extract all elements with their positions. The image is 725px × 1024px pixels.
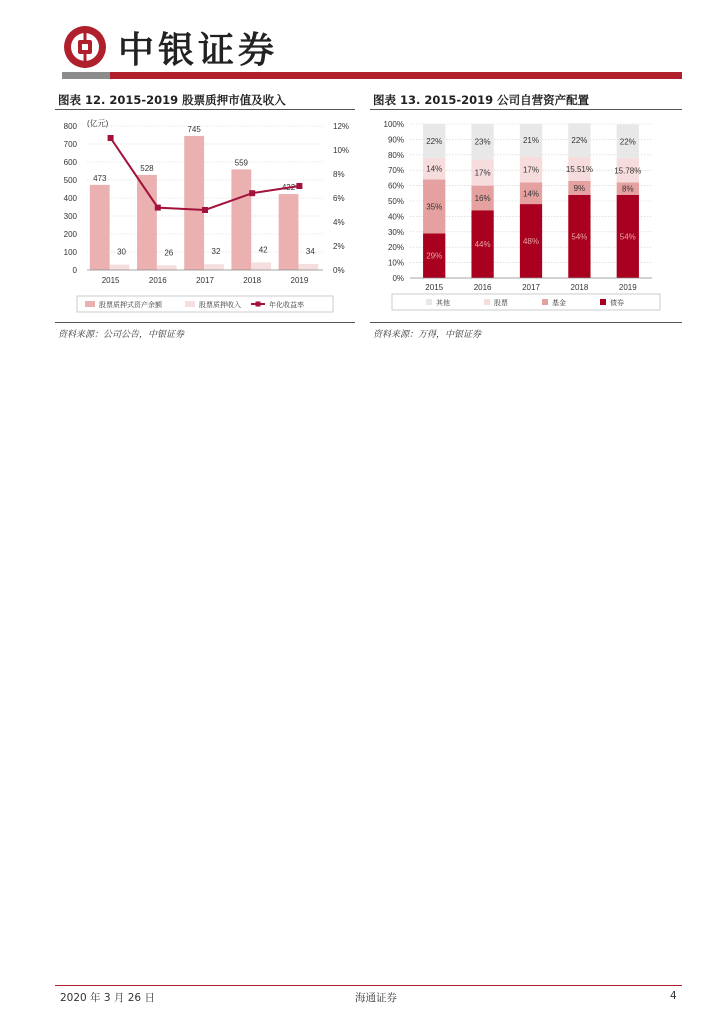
segment-data-label: 35% (426, 202, 443, 212)
bar-data-label: 745 (187, 124, 201, 134)
y-tick-label: 100 (63, 248, 77, 257)
line-marker (202, 207, 208, 213)
segment-data-label: 15.51% (565, 165, 593, 175)
y-tick-label: 40% (387, 212, 404, 222)
y2-tick-label: 0% (333, 266, 345, 275)
y-tick-label: 80% (387, 150, 404, 160)
bar-asset-balance (279, 194, 299, 270)
segment-data-label: 15.78% (614, 166, 642, 176)
y-tick-label: 70% (387, 166, 404, 176)
y-tick-label: 50% (387, 197, 404, 206)
brand-logo (62, 22, 278, 72)
legend-label: 其他 (436, 300, 450, 307)
bar-asset-balance (137, 175, 157, 270)
x-tick-label: 2017 (522, 283, 540, 292)
x-tick-label: 2019 (618, 283, 637, 292)
y-axis-unit-label: (亿元) (87, 119, 109, 128)
line-marker (155, 205, 161, 211)
legend-label: 股票质押收入 (199, 302, 241, 309)
legend-swatch (426, 299, 432, 305)
segment-data-label: 14% (426, 164, 443, 174)
legend-label: 基金 (552, 300, 566, 307)
y2-tick-label: 12% (333, 122, 350, 131)
y-tick-label: 800 (63, 122, 77, 131)
y2-tick-label: 4% (333, 218, 345, 227)
legend-line-marker (256, 302, 261, 307)
bar-data-label: 528 (140, 163, 154, 173)
y-tick-label: 90% (387, 135, 404, 145)
pledge-bar-line-chart (55, 110, 355, 322)
bar-data-label: 559 (234, 158, 249, 168)
left-figure-title: 图表 12. 2015-2019 股票质押市值及收入 (58, 93, 286, 107)
bar-pledge-income (251, 262, 271, 270)
footer-date: 2020 年 3 月 26 日 (60, 992, 155, 1004)
line-marker (108, 135, 114, 141)
legend-swatch (542, 299, 548, 305)
segment-data-label: 17% (474, 168, 491, 178)
legend-label: 股票质押式资产余额 (99, 302, 162, 309)
legend-swatch (185, 301, 195, 307)
legend-swatch (600, 299, 606, 305)
y-tick-label: 200 (63, 230, 77, 239)
segment-data-label: 22% (571, 136, 588, 146)
y-tick-label: 60% (387, 181, 404, 191)
line-marker (296, 183, 302, 189)
x-tick-label: 2015 (425, 283, 444, 292)
bar-data-label: 422 (281, 183, 296, 193)
brand-name: 中银证券 (118, 28, 279, 71)
bar-data-label: 30 (117, 247, 127, 257)
legend-swatch (484, 299, 490, 305)
bar-pledge-income (204, 264, 224, 270)
y-tick-label: 0% (392, 274, 404, 283)
x-tick-label: 2016 (148, 276, 167, 285)
y-tick-label: 400 (63, 194, 77, 203)
bar-asset-balance (184, 136, 204, 270)
segment-data-label: 17% (522, 165, 540, 175)
footer-page-number: 4 (670, 990, 677, 1002)
x-tick-label: 2016 (473, 283, 492, 292)
y-tick-label: 10% (387, 258, 404, 268)
segment-data-label: 29% (426, 251, 443, 261)
x-tick-label: 2018 (243, 276, 262, 285)
bar-pledge-income (298, 264, 318, 270)
bar-pledge-income (110, 265, 130, 270)
segment-data-label: 48% (522, 237, 540, 247)
segment-data-label: 14% (522, 189, 540, 199)
right-figure-bottom-rule (370, 322, 682, 323)
legend-swatch (85, 301, 95, 307)
footer-rule (55, 985, 682, 986)
header-bar-gray (62, 72, 110, 79)
right-figure-source: 资料来源：万得，中银证券 (373, 330, 482, 340)
segment-data-label: 54% (619, 232, 636, 242)
y2-tick-label: 2% (333, 242, 345, 251)
legend-label: 债券 (610, 300, 624, 307)
bar-data-label: 473 (93, 173, 107, 183)
segment-data-label: 21% (522, 136, 540, 146)
segment-data-label: 44% (474, 240, 491, 250)
y-tick-label: 300 (63, 212, 77, 221)
y-tick-label: 30% (387, 227, 404, 237)
bar-asset-balance (90, 185, 110, 270)
y2-tick-label: 10% (333, 146, 350, 155)
bar-data-label: 32 (211, 247, 221, 257)
y2-tick-label: 8% (333, 170, 345, 179)
y-tick-label: 700 (63, 140, 77, 149)
legend-label: 股票 (494, 300, 508, 307)
segment-data-label: 9% (573, 183, 586, 193)
bar-data-label: 26 (164, 248, 174, 258)
line-marker (249, 190, 255, 196)
boc-logo-icon (62, 24, 108, 70)
segment-data-label: 16% (474, 193, 491, 203)
header-bar-red (110, 72, 682, 79)
bar-asset-balance (231, 169, 251, 270)
left-figure-source: 资料来源：公司公告，中银证券 (58, 330, 185, 340)
bar-data-label: 42 (258, 245, 268, 255)
y-tick-label: 0 (72, 266, 77, 275)
y-tick-label: 600 (63, 158, 77, 167)
y-tick-label: 20% (387, 243, 404, 253)
y-tick-label: 100% (383, 120, 404, 129)
x-tick-label: 2017 (196, 276, 214, 285)
x-tick-label: 2015 (101, 276, 120, 285)
segment-data-label: 22% (619, 137, 636, 147)
legend-label: 年化收益率 (269, 302, 304, 309)
segment-data-label: 54% (571, 232, 588, 242)
segment-data-label: 8% (622, 184, 634, 194)
footer-company: 海通证券 (355, 992, 397, 1004)
x-tick-label: 2019 (290, 276, 309, 285)
segment-data-label: 23% (474, 137, 491, 147)
segment-data-label: 22% (426, 136, 443, 146)
x-tick-label: 2018 (570, 283, 589, 292)
bar-data-label: 34 (305, 246, 315, 256)
y-tick-label: 500 (63, 176, 77, 185)
right-figure-title: 图表 13. 2015-2019 公司自营资产配置 (373, 93, 590, 107)
left-figure-bottom-rule (55, 322, 355, 323)
asset-allocation-stacked-chart (370, 110, 682, 322)
y2-tick-label: 6% (333, 194, 345, 203)
bar-pledge-income (157, 265, 177, 270)
